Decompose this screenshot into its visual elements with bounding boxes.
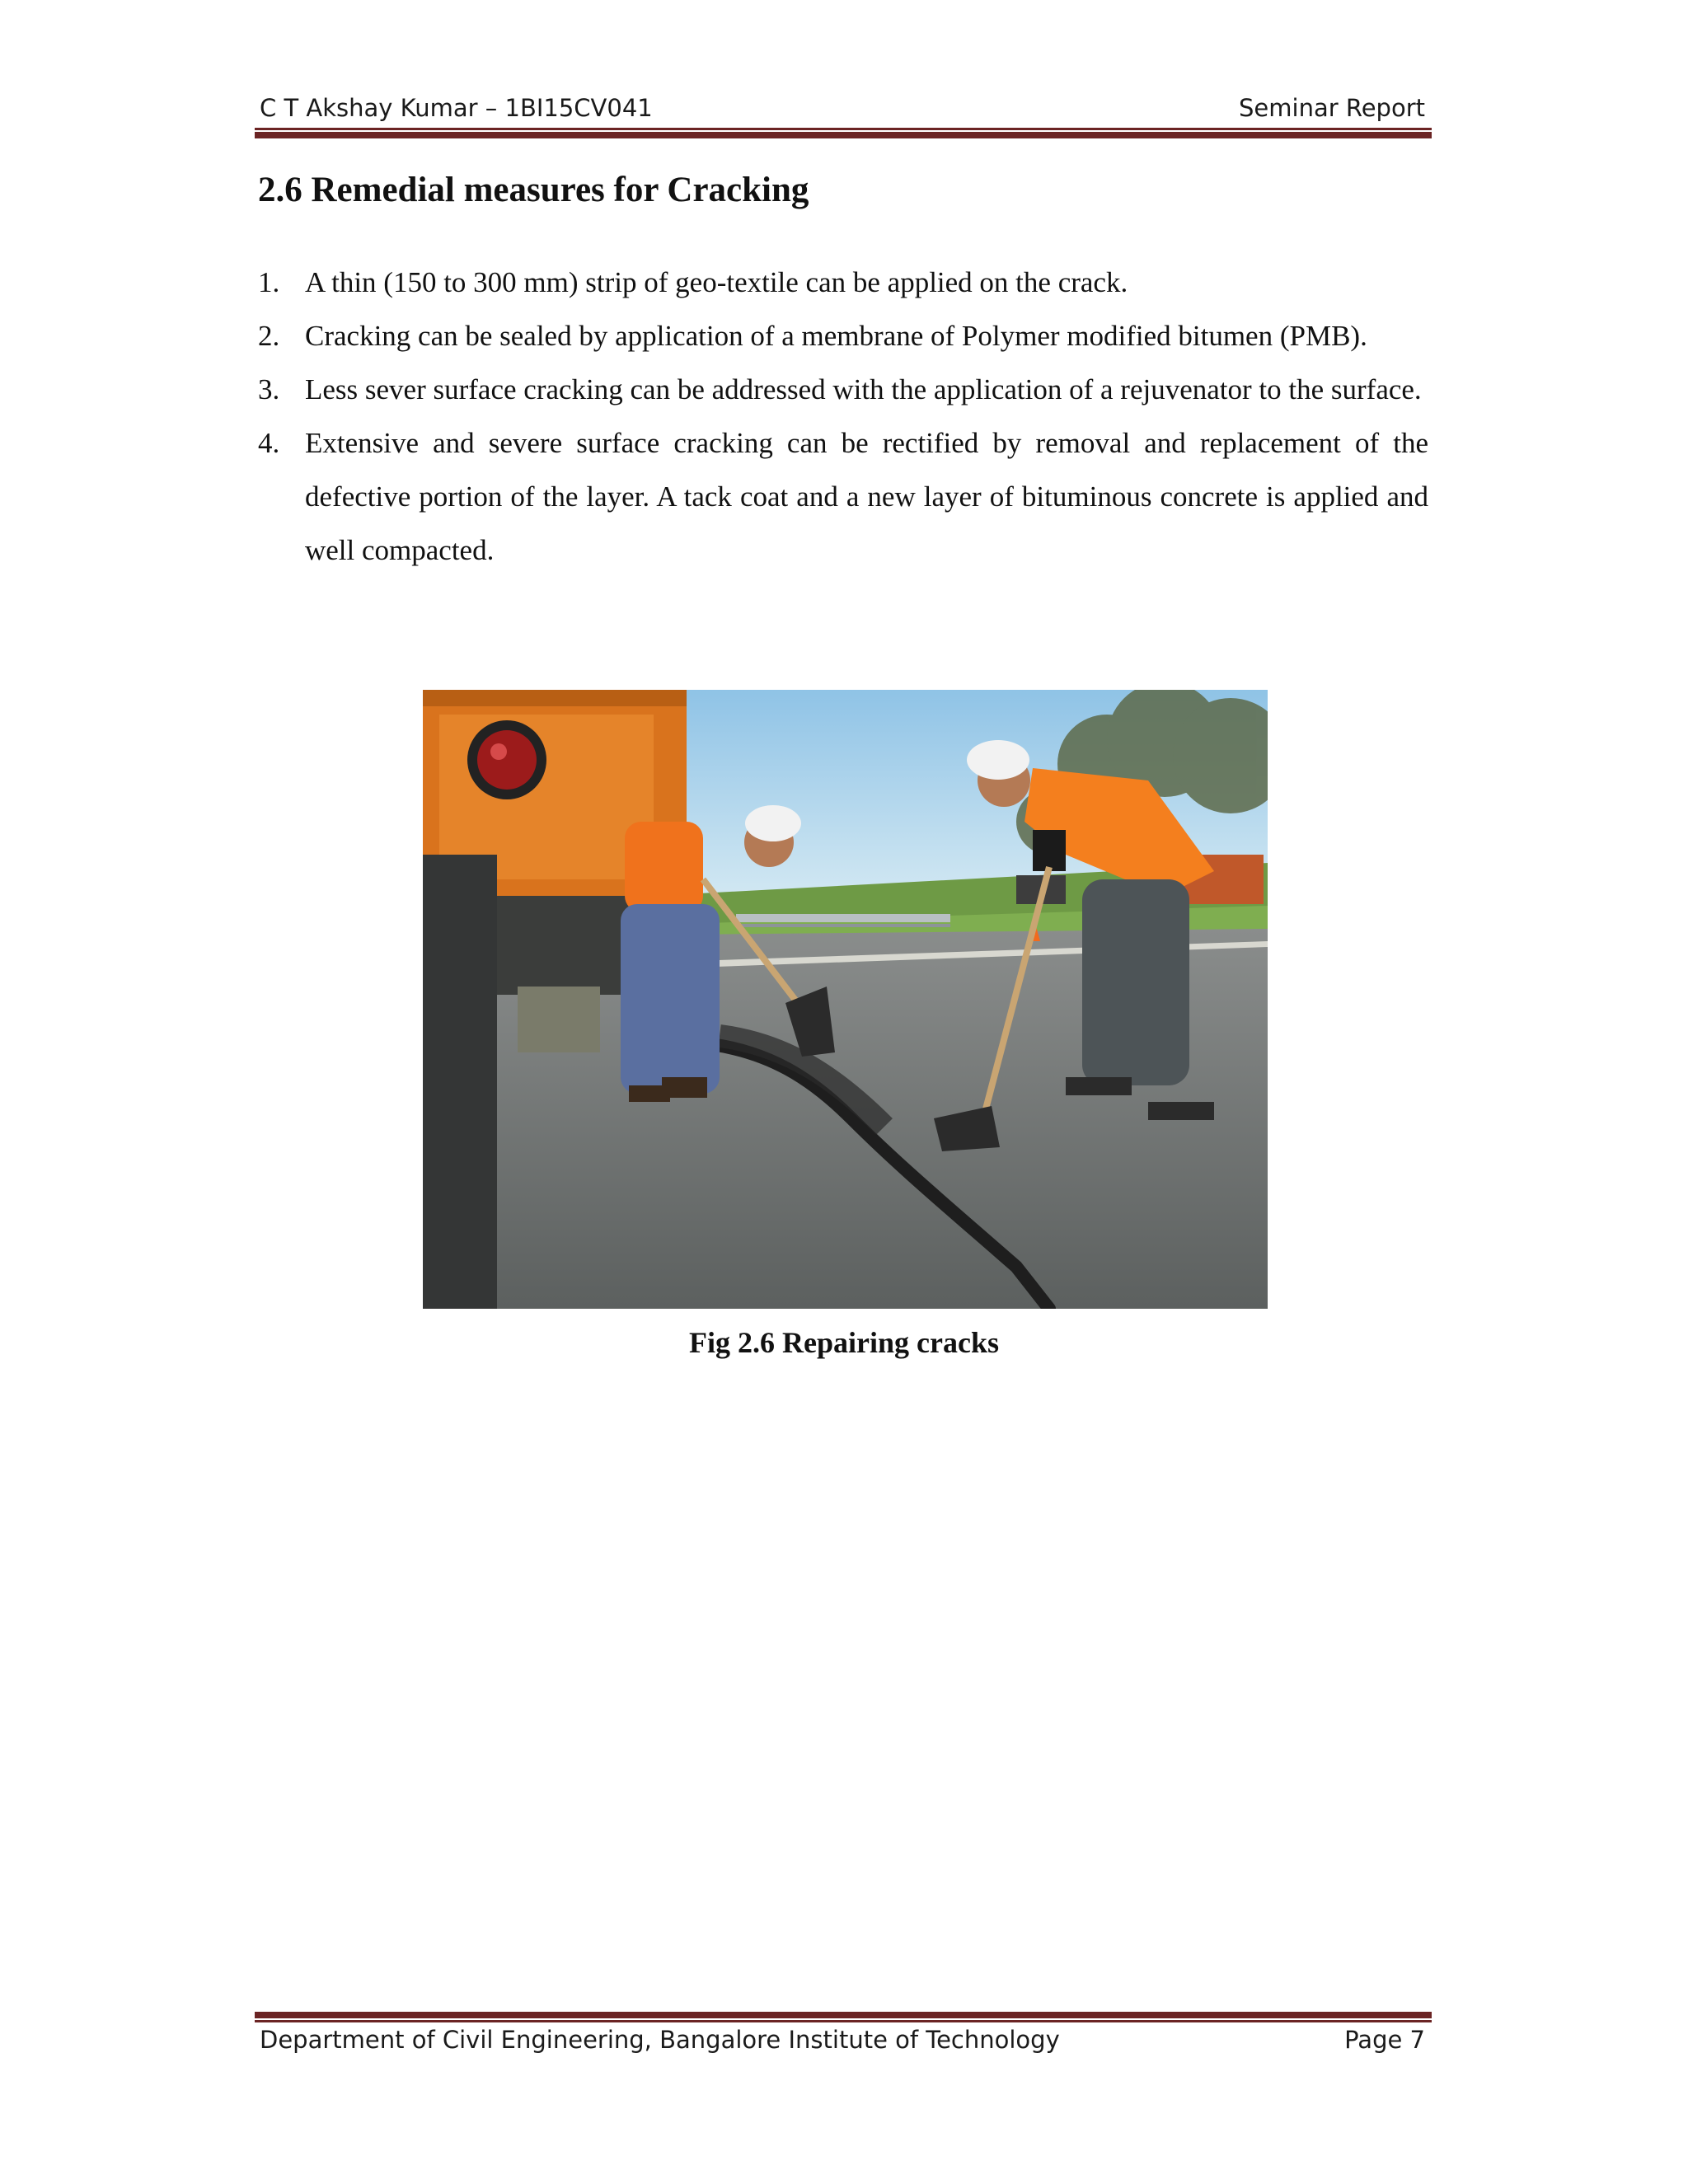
footer-department: Department of Civil Engineering, Bangalore Institute of Technology [260,2026,1060,2054]
list-item [258,363,1428,416]
page-footer [256,2026,1432,2062]
list-item-number: 3. [258,373,280,405]
list-item-text: Extensive and severe surface cracking can be rectified by removal and replacement of the defective portion of the layer. A tack coat and a new layer of bituminous concrete is applied and well compacted. [305,427,1428,566]
figure-caption: Fig 2.6 Repairing cracks [689,1326,999,1359]
list-item-text: A thin (150 to 300 mm) strip of geo-textile can be applied on the crack. [305,266,1128,298]
header-report-title: Seminar Report [1239,94,1425,122]
list-item [258,255,1428,309]
list-item-number: 2. [258,320,280,352]
list-item-text: Cracking can be sealed by application of a membrane of Polymer modified bitumen (PMB). [305,320,1367,352]
road-repair-illustration [423,690,1268,1309]
footer-page-number: Page 7 [1344,2026,1425,2054]
footer-rule-thin [255,2020,1432,2022]
header-rule-thin [255,128,1432,130]
footer-rule-thick [255,2012,1432,2018]
section-title: 2.6 Remedial measures for Cracking [258,171,809,209]
figure-road-repair-photo [423,690,1268,1309]
header-author: C T Akshay Kumar – 1BI15CV041 [260,94,653,122]
list-item [258,416,1428,577]
list-item-number: 4. [258,427,280,459]
list-item-number: 1. [258,266,280,298]
list-item [258,309,1428,363]
header-rule-thick [255,132,1432,138]
page-header [256,89,1432,125]
list-item-text: Less sever surface cracking can be addressed with the application of a rejuvenator to the surface. [305,373,1422,405]
remedial-measures-list [258,255,1428,577]
